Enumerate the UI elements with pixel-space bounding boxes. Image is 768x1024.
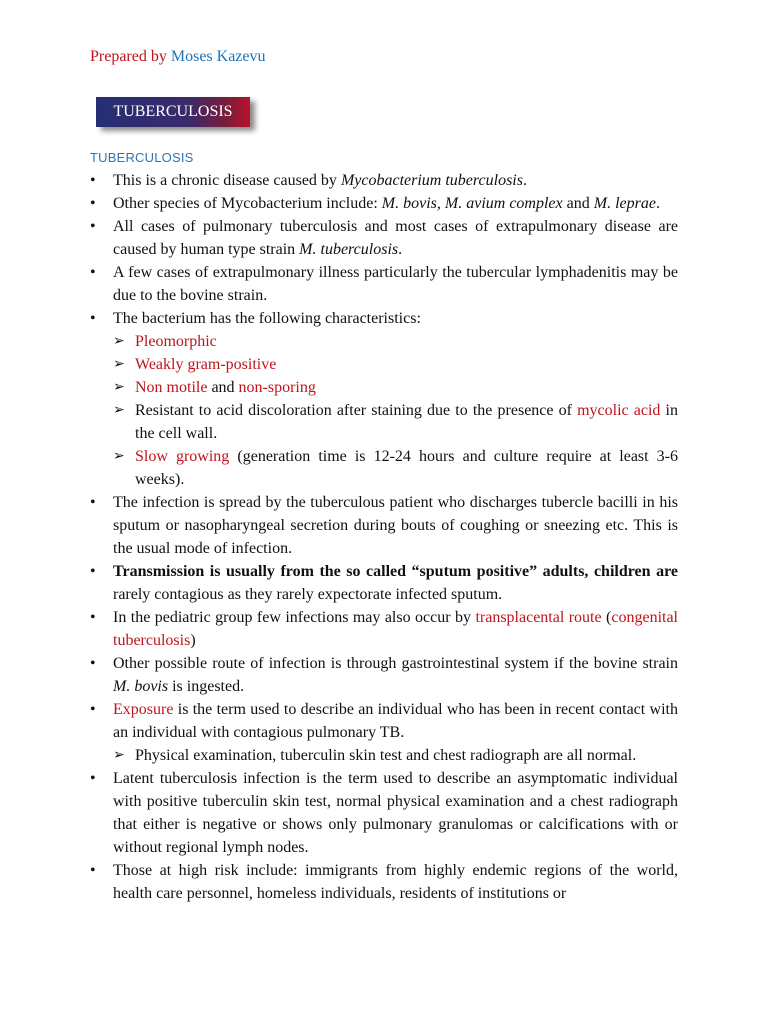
bullet-item: • Latent tuberculosis infection is the term used to describe an asymptomatic individual with positive tuberculin skin test, normal physical examination and a chest radiograph that either is negative or shows only pulmonary granulomas or calcifications with or without regional lymph nodes. <box>90 767 678 859</box>
bullet-item: • Transmission is usually from the so called “sputum positive” adults, children are rarely contagious as they rarely expectorate infected sputum. <box>90 560 678 606</box>
bullet-item: • Those at high risk include: immigrants from highly endemic regions of the world, health care personnel, homeless individuals, residents of institutions or <box>90 859 678 905</box>
bullet-item: • Other species of Mycobacterium include: M. bovis, M. avium complex and M. leprae. <box>90 192 678 215</box>
author-name: Moses Kazevu <box>170 48 266 65</box>
section-heading: TUBERCULOSIS <box>90 150 194 165</box>
bullet-item: • The bacterium has the following characteristics: ➢ Pleomorphic ➢ Weakly gram-positive ➢ Non motile and non-sporing ➢ Resistant to acid discoloration after staining due to the presence of mycolic acid in the cell wall. ➢ Slow growing (generation time is 12-24 hours and culture require at least 3-6 weeks). <box>90 307 678 491</box>
prepared-by-label: Prepared by <box>90 48 167 65</box>
prepared-by-line <box>90 46 266 68</box>
bullet-item: • A few cases of extrapulmonary illness particularly the tubercular lymphadenitis may be due to the bovine strain. <box>90 261 678 307</box>
exposure-sublist <box>113 744 678 767</box>
content-body <box>90 169 678 905</box>
sub-item: ➢ Non motile and non-sporing <box>113 376 678 399</box>
sub-item: ➢ Resistant to acid discoloration after staining due to the presence of mycolic acid in the cell wall. <box>113 399 678 445</box>
bullet-item: • Other possible route of infection is through gastrointestinal system if the bovine strain M. bovis is ingested. <box>90 652 678 698</box>
bullet-item: • All cases of pulmonary tuberculosis and most cases of extrapulmonary disease are caused by human type strain M. tuberculosis. <box>90 215 678 261</box>
bullet-item: • This is a chronic disease caused by Mycobacterium tuberculosis. <box>90 169 678 192</box>
sub-item: ➢ Pleomorphic <box>113 330 678 353</box>
sub-item: ➢ Slow growing (generation time is 12-24 hours and culture require at least 3-6 weeks). <box>113 445 678 491</box>
bullet-item: • In the pediatric group few infections may also occur by transplacental route (congenital tuberculosis) <box>90 606 678 652</box>
characteristics-list <box>113 330 678 491</box>
bullet-list <box>90 169 678 905</box>
sub-item: ➢ Weakly gram-positive <box>113 353 678 376</box>
bullet-item: • Exposure is the term used to describe an individual who has been in recent contact with an individual with contagious pulmonary TB. ➢ Physical examination, tuberculin skin test and chest radiograph are all normal. <box>90 698 678 767</box>
title-banner: TUBERCULOSIS <box>96 97 250 127</box>
bullet-item: • The infection is spread by the tuberculous patient who discharges tubercle bacilli in his sputum or nasopharyngeal secretion during bouts of coughing or sneezing etc. This is the usual mode of infection. <box>90 491 678 560</box>
sub-item: ➢ Physical examination, tuberculin skin test and chest radiograph are all normal. <box>113 744 678 767</box>
